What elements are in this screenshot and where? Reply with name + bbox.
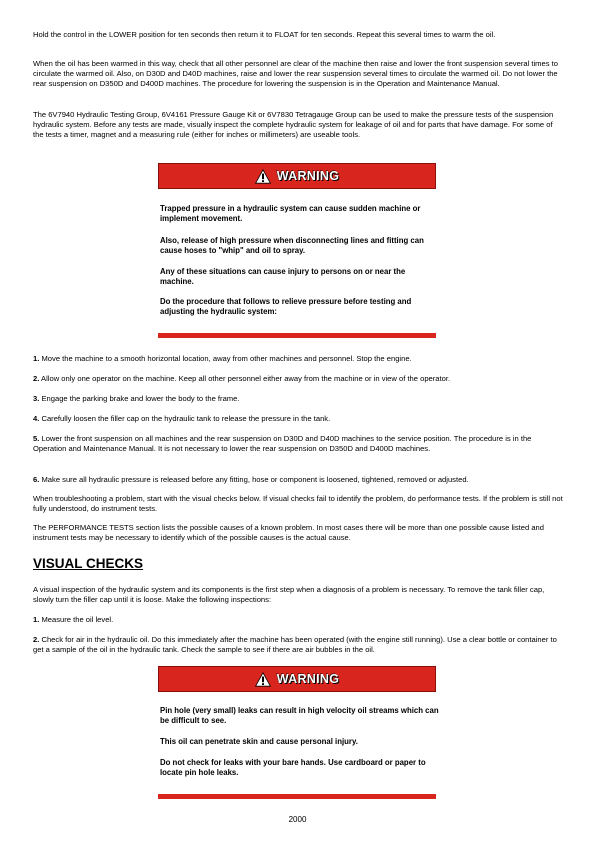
intro-paragraph-2: When the oil has been warmed in this way, check that all other personnel are clear of the machine then raise and lower the front suspension several times to circulate the warmed oil. Also, on D30D and D40D machines, raise and lower the rear suspension several times to circulate the warmed oil. Do not lower the rear suspension on D350D and D400D machines. The procedure for lowering the suspension is in the Operation and Maintenance Manual.	[33, 59, 558, 88]
warning-2-line-1: Pin hole (very small) leaks can result in high velocity oil streams which can be difficult to see.	[160, 706, 439, 726]
step-text: Make sure all hydraulic pressure is released before any fitting, hose or component is loosened, tightened, removed or adjusted.	[41, 475, 469, 484]
warning-banner-2	[158, 666, 436, 692]
step-number: 3.	[33, 394, 40, 403]
warning-banner-1	[158, 163, 436, 189]
step-2	[33, 374, 563, 384]
step-text: Engage the parking brake and lower the body to the frame.	[41, 394, 240, 403]
step-number: 1.	[33, 615, 40, 624]
step-text: Measure the oil level.	[41, 615, 114, 624]
section-heading: VISUAL CHECKS	[33, 556, 144, 571]
warning-1-line-3: Any of these situations can cause injury to persons on or near the machine.	[160, 267, 406, 287]
troubleshooting-paragraph: When troubleshooting a problem, start with the visual checks below. If visual checks fail to identify the problem, do performance tests. If the problem is still not fully understood, do instrument tests.	[33, 494, 563, 513]
warning-bar-2	[158, 794, 436, 799]
step-number: 6.	[33, 475, 40, 484]
warning-2-line-3: Do not check for leaks with your bare hands. Use cardboard or paper to locate pin hole leaks.	[160, 758, 426, 778]
warning-1-line-4: Do the procedure that follows to relieve pressure before testing and adjusting the hydraulic system:	[160, 297, 412, 317]
exclamation-triangle-icon	[255, 672, 271, 687]
visual-check-2	[33, 635, 563, 655]
step-6	[33, 475, 563, 485]
page-number: 2000	[288, 815, 307, 824]
warning-label-1: WARNING	[276, 169, 340, 183]
step-4	[33, 414, 563, 424]
warning-label-2: WARNING	[276, 672, 340, 686]
step-1	[33, 354, 563, 364]
warning-bar-1	[158, 333, 436, 338]
step-text: Carefully loosen the filler cap on the hydraulic tank to release the pressure in the tank.	[41, 414, 331, 423]
step-number: 5.	[33, 434, 40, 443]
step-text: Check for air in the hydraulic oil. Do this immediately after the machine has been operated (with the engine still running). Use a clear bottle or container to get a sample of the oil in the hydraulic tank. Check the sample to see if there are air bubbles in the oil.	[33, 635, 557, 654]
warning-2-line-2: This oil can penetrate skin and cause personal injury.	[160, 737, 358, 746]
performance-tests-paragraph: The PERFORMANCE TESTS section lists the possible causes of a known problem. In most cases there will be more than one possible cause listed and instrument tests may be necessary to identify which of the possible causes is the actual cause.	[33, 523, 544, 542]
step-3	[33, 394, 563, 404]
step-text: Allow only one operator on the machine. Keep all other personnel either away from the machine or in view of the operator.	[41, 374, 451, 383]
warning-1-line-2: Also, release of high pressure when disconnecting lines and fitting can cause hoses to "whip" and oil to spray.	[160, 236, 424, 256]
step-number: 1.	[33, 354, 40, 363]
exclamation-triangle-icon	[255, 169, 271, 184]
step-text: Move the machine to a smooth horizontal location, away from other machines and personnel. Stop the engine.	[41, 354, 412, 363]
step-number: 2.	[33, 635, 40, 644]
step-number: 4.	[33, 414, 40, 423]
visual-checks-intro: A visual inspection of the hydraulic system and its components is the first step when a diagnosis of a problem is necessary. To remove the tank filler cap, slowly turn the filler cap until it is loose. Make the following inspections:	[33, 585, 545, 604]
visual-check-1	[33, 615, 563, 625]
step-text: Lower the front suspension on all machines and the rear suspension on D30D and D40D machines to the service position. The procedure is in the Operation and Maintenance Manual. It is not necessary to lower the rear suspension on D350D and D400D machines.	[33, 434, 532, 453]
intro-paragraph-1: Hold the control in the LOWER position for ten seconds then return it to FLOAT for ten seconds. Repeat this several times to warm the oil.	[33, 30, 496, 39]
step-5	[33, 434, 563, 454]
intro-paragraph-3: The 6V7940 Hydraulic Testing Group, 6V4161 Pressure Gauge Kit or 6V7830 Tetragauge Group can be used to make the pressure tests of the suspension hydraulic system. Before any tests are made, visually inspect the complete hydraulic system for leakage of oil and for parts that have damage. For some of the tests a timer, magnet and a measuring rule (either for inches or millimeters) are useable tools.	[33, 110, 554, 139]
warning-1-line-1: Trapped pressure in a hydraulic system can cause sudden machine or implement movement.	[160, 204, 421, 224]
step-number: 2.	[33, 374, 40, 383]
